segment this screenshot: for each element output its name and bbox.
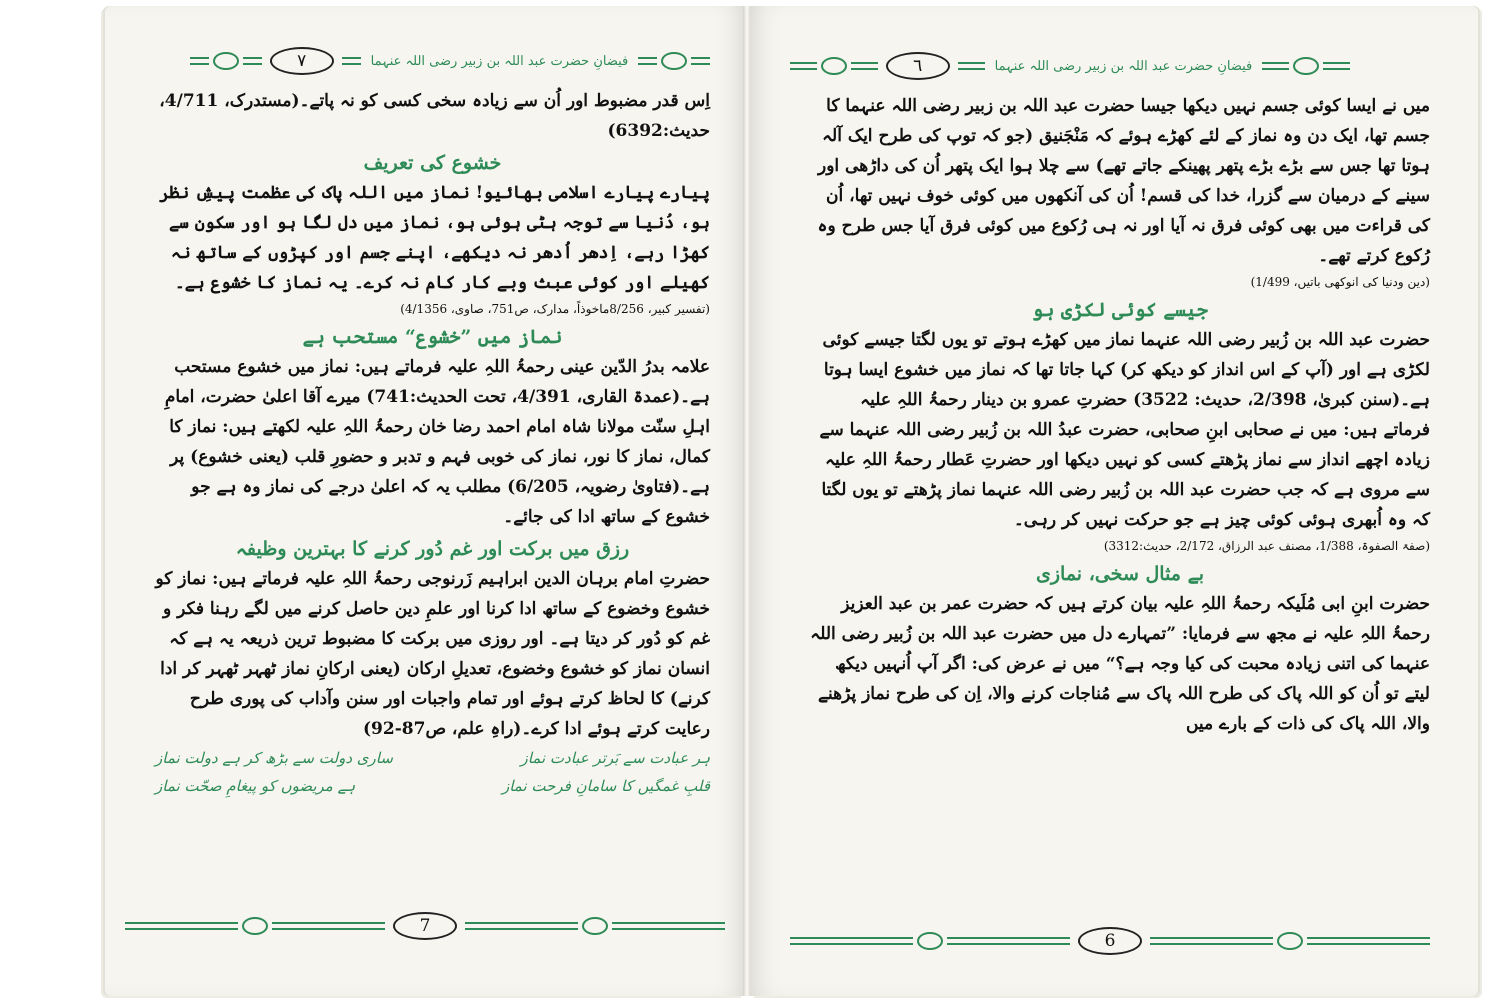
verse-line: ہر عبادت سے بَرتر عبادت نماز [520, 749, 710, 767]
open-book [95, 6, 1490, 996]
ornament-icon [661, 52, 687, 70]
section-heading: بے مثال سخی، نمازی [1035, 563, 1205, 585]
right-header-page-number: ٦ [886, 52, 950, 80]
body-paragraph: پیارے پیارے اسلامی بھائیو! نماز میں اللہ پاک کی عظمت پیشِ نظر ہو، دُنیا سے توجہ ہٹی ہوئی ہو، نماز میں دل لگا ہو اور سکون سے کھڑا رہے، اِدھر اُدھر نہ دیکھے، اپنے جسم اور کپڑوں کے ساتھ نہ کھیلے اور کوئی عبث وبے کار کام نہ کرے۔ یہ نماز کا خشوع ہے۔ [159, 183, 710, 293]
verse-couplet [155, 772, 710, 800]
ornament-icon [242, 917, 268, 935]
section-heading: جیسے کوئی لکڑی ہو [1032, 299, 1208, 321]
left-footer [125, 911, 725, 941]
left-header [190, 46, 710, 76]
section-heading: نماز میں ”خشوع“ مستحب ہے [302, 326, 563, 348]
verse-line: قلبِ غمگیں کا سامانِ فرحت نماز [501, 777, 710, 795]
verse-line: ہے مریضوں کو پیغامِ صحّت نماز [155, 777, 356, 795]
right-footer [790, 926, 1430, 956]
right-page [750, 6, 1478, 996]
left-footer-page-number: 7 [393, 912, 457, 940]
body-paragraph: میں نے ایسا کوئی جسم نہیں دیکھا جیسا حضرت عبد اللہ بن زبیر رضی اللہ عنہما کا جسم تھا، ایک دن وہ نماز کے لئے کھڑے ہوئے کہ مَنْجَنیق (جو کہ توپ کی طرح ایک آلہ ہوتا تھا جس سے بڑے بڑے پتھر پھینکے جاتے تھے) سے چلا ہوا ایک پتھر اُن کی داڑھی اور سینے کے درمیان سے گزرا، خدا کی قسم! اُن کی آنکھوں میں کوئی خوف نہیں تھا، اُن کی قراءت میں بھی کوئی فرق نہ آیا اور نہ ہی رُکوع میں کوئی فرق آیا جس طرح وہ رُکوع کرتے تھے۔ [817, 96, 1430, 266]
verse-line: ساری دولت سے بڑھ کر ہے دولت نماز [155, 749, 393, 767]
right-header-title: فیضانِ حضرت عبد اللہ بن زبیر رضی اللہ عنہما [994, 58, 1253, 74]
right-header [790, 51, 1350, 81]
ornament-icon [1293, 57, 1319, 75]
ornament-icon [582, 917, 608, 935]
citation: (تفسیر کبیر، 8/256ماخوذاً، مدارک، ص751، صاوی، 4/1356) [400, 302, 710, 316]
citation: (صفۃ الصفوۃ، 1/388، مصنف عبد الرزاق، 2/172، حدیث:3312) [1103, 539, 1430, 553]
left-header-title: فیضانِ حضرت عبد اللہ بن زبیر رضی اللہ عنہما [370, 53, 629, 69]
body-paragraph: علامہ بدرُ الدّین عینی رحمۃُ اللہِ علیہ فرماتے ہیں: نماز میں خشوع مستحب ہے۔(عمدۃ القاری، 4/391، تحت الحدیث:741) میرے آقا اعلیٰ حضرت، امامِ اہلِ سنّت مولانا شاہ امام احمد رضا خان رحمۃُ اللہِ علیہ لکھتے ہیں: نماز کا کمال، نماز کا نور، نماز کی خوبی فہم و تدبر و حضورِ قلب (یعنی خشوع) پر ہے۔(فتاویٰ رضویہ، 6/205) مطلب یہ کہ اعلیٰ درجے کی نماز وہ ہے جو خشوع کے ساتھ ادا کی جائے۔ [164, 357, 710, 527]
body-paragraph: حضرت ابنِ ابی مُلَیکہ رحمۃُ اللہِ علیہ بیان کرتے ہیں کہ حضرت عمر بن عبد العزیز رحمۃُ اللہِ علیہ نے مجھ سے فرمایا: ”تمہارے دل میں حضرت عبد اللہ بن زُبیر رضی اللہ عنہما کی اتنی زیادہ محبت کی کیا وجہ ہے؟“ میں نے عرض کی: اگر آپ اُنہیں دیکھ لیتے تو اُن کو اللہ پاک کی طرح اللہ پاک سے مُناجات کرنے والا، اِن کی طرح نماز پڑھنے والا، اللہ پاک کی ذات کے بارے میں [810, 594, 1430, 734]
ornament-icon [213, 52, 239, 70]
ornament-icon [917, 932, 943, 950]
body-paragraph: حضرتِ امام برہان الدین ابراہیم زَرنوجی رحمۃُ اللہِ علیہ فرماتے ہیں: نماز کو خشوع وخضوع کے ساتھ ادا کرنا اور علمِ دین حاصل کرنے میں لگے رہنا فکر و غم کو دُور کر دیتا ہے۔ اور روزی میں برکت کا مضبوط ترین ذریعہ یہ ہے کہ انسان نماز کو خشوع وخضوع، تعدیلِ ارکان (یعنی ارکانِ نماز ٹھہر ٹھہر کر ادا کرنے) کا لحاظ کرتے ہوئے اور تمام واجبات اور سنن وآداب کی پوری طرح رعایت کرتے ہوئے ادا کرے۔(راہِ علم، ص87-92) [155, 569, 710, 739]
right-footer-page-number: 6 [1078, 927, 1142, 955]
ornament-icon [821, 57, 847, 75]
body-paragraph: حضرت عبد اللہ بن زُبیر رضی اللہ عنہما نماز میں کھڑے ہوتے تو یوں لگتا جیسے کوئی لکڑی ہے اور (آپ کے اس انداز کو دیکھ کر) کہا جاتا تھا کہ نماز میں خشوع ایسا ہوتا ہے۔(سنن کبریٰ، 2/398، حدیث: 3522) حضرتِ عمرو بن دینار رحمۃُ اللہِ علیہ فرماتے ہیں: میں نے صحابی ابنِ صحابی، حضرت عبدُ اللہ بن زُبیر رضی اللہ عنہما سے زیادہ اچھے انداز سے نماز پڑھتے کسی کو نہیں دیکھا اور حضرتِ عَطار رحمۃُ اللہِ علیہ سے مروی ہے کہ جب حضرت عبد اللہ بن زُبیر رضی اللہ عنہما نماز پڑھتے تو یوں لگتا کہ وہ اُبھری ہوئی کوئی چیز ہے جو حرکت نہیں کر رہی۔ [819, 330, 1430, 530]
right-page-body [810, 91, 1430, 739]
section-heading: خشوع کی تعریف [363, 152, 502, 174]
body-paragraph: اِس قدر مضبوط اور اُن سے زیادہ سخی کسی کو نہ پاتے۔(مستدرک، 4/711، حدیث:6392) [159, 91, 710, 141]
left-header-page-number: ٧ [270, 47, 334, 75]
ornament-icon [1277, 932, 1303, 950]
citation: (دین ودنیا کی انوکھی باتیں، 1/499) [1250, 275, 1430, 289]
left-page-body [155, 86, 710, 800]
verse-couplet [155, 744, 710, 772]
left-page [105, 6, 745, 996]
section-heading: رزق میں برکت اور غم دُور کرنے کا بہترین وظیفہ [235, 538, 630, 560]
